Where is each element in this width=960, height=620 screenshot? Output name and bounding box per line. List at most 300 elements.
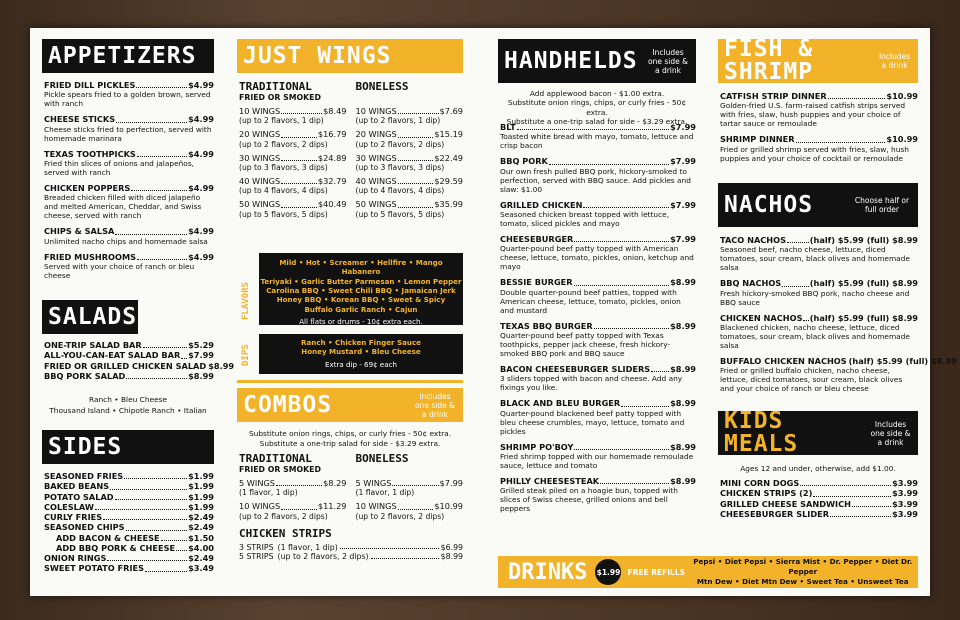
- nachos-list: [720, 235, 957, 399]
- item-description: Breaded chicken filled with diced jalapeño and melted American, Cheddar, and Swiss cheese, served with ranch: [44, 193, 202, 221]
- combo-traditional-label: TRADITIONAL: [239, 452, 312, 465]
- handhelds-intro: [498, 89, 696, 126]
- item-name: GRILLED CHEESE SANDWICH: [720, 498, 851, 509]
- fish-note: Includes a drink: [878, 52, 911, 70]
- combos-intro-1: Substitute onion rings, chips, or curly fries - 50¢ extra.: [248, 429, 452, 438]
- drinks-line-2: Mtn Dew • Diet Mtn Dew • Sweet Tea • Unsweet Tea: [696, 577, 909, 587]
- wing-option: [355, 199, 463, 218]
- item-name-row: [500, 234, 696, 244]
- wing-price: $10.99: [434, 501, 463, 512]
- kids-title: KIDS MEALS: [724, 408, 799, 457]
- kids-header: [718, 408, 918, 457]
- leader-dots: [796, 134, 886, 142]
- item-name: GRILLED CHICKEN: [500, 199, 583, 210]
- leader-dots: [95, 502, 187, 510]
- wing-count: 50 WINGS: [239, 199, 281, 210]
- menu-item: [500, 277, 696, 314]
- nacho-row: [720, 278, 918, 288]
- item-name: BLT: [500, 122, 516, 132]
- item-name-row: [44, 360, 235, 371]
- item-name-row: [500, 277, 696, 287]
- item-name: BBQ PORK: [500, 156, 548, 167]
- item-price: $7.99: [670, 199, 696, 210]
- nacho-item: [720, 278, 918, 306]
- leader-dots: [583, 200, 669, 208]
- handhelds-intro-3: Substitute a one-trip salad for side - $3.29 extra.: [506, 116, 688, 126]
- wing-price: $16.79: [317, 129, 347, 140]
- item-description: Quarter-pound beef patty topped with Texas toothpicks, pepper jack cheese, fresh hickory-smoked BBQ pork and BBQ sauce: [500, 330, 671, 358]
- wing-note: (up to 2 flavors, 2 dips): [355, 139, 445, 149]
- item-price: $1.50: [188, 532, 214, 543]
- leader-dots: [110, 481, 187, 489]
- leader-dots: [161, 533, 188, 541]
- item-name-row: [44, 522, 214, 532]
- wing-row: [355, 106, 463, 116]
- leader-dots: [124, 471, 187, 479]
- flavor-line: Buffalo Garlic Ranch • Cajun: [304, 304, 418, 314]
- leader-dots: [131, 183, 187, 191]
- item-price: $8.99: [670, 364, 696, 374]
- item-price: $10.99: [886, 91, 918, 101]
- item-name-row: [720, 499, 918, 509]
- nacho-row: [720, 235, 918, 245]
- item-description: Double quarter-pound beef patties, topped with American cheese, lettuce, tomato, pickles, onion and mustard: [500, 287, 681, 315]
- leader-dots: [281, 106, 322, 114]
- item-description: Fried thin slices of onions and jalapeños, served with ranch: [44, 158, 195, 177]
- wing-note: (up to 2 flavors, 2 dips): [239, 139, 328, 149]
- leader-dots: [621, 398, 669, 406]
- combos-note: Includes one side & a drink: [415, 391, 455, 419]
- wing-option: [355, 501, 463, 520]
- nacho-name: CHICKEN NACHOS: [720, 312, 803, 323]
- item-name: ADD BBQ PORK & CHEESE: [56, 542, 176, 553]
- wing-count: 30 WINGS: [355, 152, 397, 163]
- combo-traditional-list: [239, 478, 347, 521]
- menu-item: [720, 91, 918, 128]
- item-price: $1.99: [188, 471, 214, 481]
- wing-note: (up to 2 flavors, 1 dip): [355, 116, 441, 126]
- menu-item: [44, 114, 214, 142]
- strips-count: 5 STRIPS: [239, 552, 274, 562]
- wing-row: [355, 478, 463, 488]
- item-name: COLESLAW: [44, 501, 94, 512]
- dips-label: DIPS: [241, 344, 251, 366]
- free-refills: FREE REFILLS: [627, 567, 686, 577]
- handhelds-intro-2: Substitute onion rings, chips, or curly fries - 50¢ extra.: [507, 98, 687, 117]
- item-name-row: [500, 122, 696, 132]
- nacho-name: BBQ NACHOS: [720, 278, 782, 289]
- nacho-item: [720, 356, 957, 394]
- wing-row: [239, 153, 347, 163]
- item-name-row: [44, 502, 214, 512]
- wing-note: (up to 4 flavors, 4 dips): [239, 186, 328, 196]
- dip-line: Honey Mustard • Bleu Cheese: [301, 347, 421, 357]
- item-price: $8.99: [670, 475, 696, 486]
- combo-traditional-sub: FRIED OR SMOKED: [239, 465, 321, 474]
- item-name-row: [720, 478, 918, 488]
- item-price: $8.99: [670, 441, 696, 452]
- wing-note: (up to 5 flavors, 5 dips): [239, 209, 328, 219]
- item-name: CHIPS & SALSA: [44, 226, 115, 237]
- nacho-name: TACO NACHOS: [720, 235, 787, 245]
- appetizers-header: [42, 39, 214, 73]
- kids-list: [720, 478, 918, 519]
- wing-note: (up to 2 flavors, 1 dip): [239, 116, 324, 126]
- menu-item: [720, 488, 918, 498]
- wing-count: 30 WINGS: [239, 152, 281, 163]
- item-name-row: [44, 340, 214, 350]
- flavors-label: FLAVORS: [241, 282, 251, 320]
- wing-row: [355, 153, 463, 163]
- item-name-row: [44, 252, 214, 262]
- wing-count: 10 WINGS: [355, 501, 397, 512]
- menu-item: [500, 398, 696, 435]
- item-description: Toasted white bread with mayo, tomato, lettuce and crisp bacon: [500, 132, 694, 151]
- item-name: FRIED DILL PICKLES: [44, 80, 136, 90]
- leader-dots: [126, 371, 187, 379]
- leader-dots: [176, 543, 187, 551]
- wing-row: [239, 501, 347, 511]
- leader-dots: [398, 106, 439, 114]
- item-price: $1.99: [188, 481, 214, 492]
- handhelds-title: HANDHELDS: [504, 47, 638, 74]
- flavor-line: Honey BBQ • Korean BBQ • Sweet & Spicy: [276, 295, 446, 305]
- flavor-line: Carolina BBQ • Sweet Chili BBQ • Jamaican Jerk: [266, 286, 456, 296]
- menu-item: [44, 252, 214, 280]
- item-price: $2.49: [188, 522, 214, 533]
- leader-dots: [126, 522, 188, 530]
- leader-dots: [340, 543, 439, 550]
- item-name: SHRIMP PO'BOY: [500, 441, 574, 452]
- wing-price: $8.49: [323, 106, 347, 116]
- nacho-description: Fried or grilled buffalo chicken, nacho cheese, lettuce, diced tomatoes, sour cream, black olives and your choice of ranch or bleu cheese: [720, 366, 903, 394]
- item-name: CATFISH STRIP DINNER: [720, 91, 827, 101]
- fish-list: [720, 91, 918, 169]
- menu-item: [500, 442, 696, 470]
- menu-item: [44, 80, 214, 108]
- menu-item: [44, 226, 214, 245]
- item-name-row: [44, 80, 214, 90]
- leader-dots: [549, 156, 669, 164]
- leader-dots: [181, 350, 187, 358]
- item-name-row: [500, 476, 696, 486]
- leader-dots: [392, 478, 438, 486]
- item-name: CHICKEN STRIPS (2): [720, 488, 813, 499]
- item-name: SHRIMP DINNER: [720, 134, 795, 145]
- nacho-description: Seasoned beef, nacho cheese, lettuce, diced tomatoes, sour cream, black olives and homemade salsa: [720, 245, 910, 273]
- menu-item: [44, 563, 214, 573]
- wings-title: JUST WINGS: [243, 42, 392, 69]
- item-name: CHEESEBURGER SLIDER: [720, 508, 830, 519]
- wing-row: [239, 129, 347, 139]
- item-name: BLACK AND BLEU BURGER: [500, 398, 621, 409]
- item-price: $3.99: [892, 508, 918, 519]
- leader-dots: [281, 153, 317, 161]
- item-name-row: [720, 488, 918, 498]
- item-name-row: [44, 533, 214, 543]
- leader-dots: [803, 313, 808, 321]
- menu-item: [44, 481, 214, 491]
- wing-price: $24.89: [317, 152, 347, 163]
- wing-count: 5 WINGS: [239, 478, 275, 488]
- item-name: TEXAS TOOTHPICKS: [44, 148, 136, 159]
- leader-dots: [600, 476, 669, 484]
- item-description: 3 sliders topped with bacon and cheese. Add any fixings you like.: [500, 374, 683, 393]
- item-price: $8.99: [670, 277, 696, 288]
- menu-item: [720, 509, 918, 519]
- wing-note: (up to 4 flavors, 4 dips): [355, 186, 445, 196]
- item-name-row: [720, 91, 918, 101]
- item-description: Grilled steak piled on a hoagie bun, topped with slices of Swiss cheese, grilled onions and bell peppers: [500, 486, 678, 514]
- nacho-half-price: (half) $5.99: [848, 356, 903, 366]
- leader-dots: [398, 129, 434, 137]
- wing-price: $22.49: [434, 152, 463, 163]
- item-price: $8.99: [188, 370, 214, 381]
- drinks-line-1: Pepsi • Diet Pepsi • Sierra Mist • Dr. Pepper • Diet Dr. Pepper: [693, 556, 913, 576]
- item-name: CHEESEBURGER: [500, 233, 574, 244]
- item-name-row: [44, 553, 214, 563]
- leader-dots: [800, 478, 891, 486]
- combos-intro-2: Substitute a one-trip salad for side - $3.29 extra.: [259, 439, 441, 448]
- kids-intro: Ages 12 and under, otherwise, add $1.00.: [740, 464, 896, 473]
- item-description: Fried or grilled shrimp served with fries, slaw, hush puppies and your choice of cocktail or remoulade: [720, 144, 909, 163]
- leader-dots: [782, 278, 809, 286]
- nacho-row: [720, 356, 957, 366]
- nacho-half-price: (half) $5.99: [809, 278, 864, 289]
- wing-row: [355, 199, 463, 209]
- wing-count: 50 WINGS: [355, 199, 397, 210]
- item-price: $2.49: [188, 512, 214, 522]
- item-name-row: [720, 509, 918, 519]
- traditional-wings-list: [239, 106, 347, 219]
- sides-title: SIDES: [48, 433, 123, 460]
- wing-note: (1 flavor, 1 dip): [355, 488, 415, 498]
- menu-item: [44, 350, 214, 360]
- item-name-row: [44, 350, 214, 360]
- item-price: $7.99: [670, 156, 696, 167]
- wings-header: [237, 39, 463, 73]
- dressings-line-1: Ranch • Bleu Cheese: [88, 395, 168, 404]
- item-price: $4.99: [188, 182, 214, 193]
- leader-dots: [103, 512, 187, 520]
- wing-price: $11.29: [317, 501, 347, 512]
- menu-item: [720, 134, 918, 162]
- item-name-row: [500, 364, 696, 374]
- handhelds-list: [500, 122, 696, 519]
- item-name: FRIED MUSHROOMS: [44, 251, 136, 262]
- dip-line: Ranch • Chicken Finger Sauce: [301, 338, 421, 347]
- item-name: ONE-TRIP SALAD BAR: [44, 340, 142, 350]
- combos-header: [237, 388, 463, 422]
- menu-item: [720, 499, 918, 509]
- salads-header: [42, 300, 138, 334]
- item-name: SEASONED CHIPS: [44, 522, 125, 533]
- item-price: $4.99: [188, 148, 214, 159]
- wing-option: [239, 176, 347, 195]
- item-name: ADD BACON & CHEESE: [56, 532, 160, 543]
- combo-boneless-list: [355, 478, 463, 521]
- item-name-row: [500, 398, 696, 408]
- fish-header: [718, 36, 918, 85]
- wing-note: (1 flavor, 1 dip): [239, 488, 298, 498]
- wing-option: [355, 106, 463, 125]
- item-price: $7.99: [188, 350, 214, 361]
- drinks-bar: [498, 556, 918, 588]
- item-price: $8.99: [670, 320, 696, 331]
- menu-item: [500, 476, 696, 513]
- dips-box: [259, 334, 463, 374]
- wing-price: $8.29: [323, 478, 347, 488]
- drinks-title: DRINKS: [508, 559, 588, 585]
- leader-dots: [281, 176, 317, 184]
- item-price: $5.29: [188, 340, 214, 350]
- item-name-row: [44, 563, 214, 573]
- item-description: Fried shrimp topped with our homemade remoulade sauce, lettuce and tomato: [500, 451, 694, 470]
- wing-option: [355, 153, 463, 172]
- item-name: MINI CORN DOGS: [720, 478, 800, 488]
- item-price: $4.99: [188, 226, 214, 237]
- item-price: $2.49: [188, 553, 214, 563]
- item-price: $4.00: [188, 542, 214, 553]
- wing-row: [239, 478, 347, 488]
- item-description: Our own fresh pulled BBQ pork, hickory-smoked to perfection, served with BBQ sauce. Add pickles and slaw: $1.00: [500, 166, 691, 194]
- wing-row: [355, 129, 463, 139]
- wing-row: [239, 199, 347, 209]
- item-name-row: [44, 481, 214, 491]
- leader-dots: [276, 478, 322, 486]
- menu-item: [500, 234, 696, 271]
- dips-note: Extra dip - 69¢ each: [325, 359, 397, 369]
- boneless-wings-list: [355, 106, 463, 219]
- item-description: Pickle spears fried to a golden brown, served with ranch: [44, 90, 211, 109]
- traditional-label: TRADITIONAL: [239, 80, 312, 93]
- wing-price: $40.49: [317, 199, 347, 210]
- wing-note: (up to 3 flavors, 3 dips): [239, 162, 328, 172]
- wing-row: [239, 176, 347, 186]
- leader-dots: [281, 199, 317, 207]
- item-price: $3.99: [892, 498, 918, 509]
- item-name-row: [500, 200, 696, 210]
- item-price: $3.99: [892, 488, 918, 499]
- leader-dots: [136, 80, 187, 88]
- item-price: $4.99: [188, 114, 214, 125]
- wing-count: 10 WINGS: [239, 501, 281, 512]
- leader-dots: [281, 129, 317, 137]
- boneless-label: BONELESS: [355, 80, 409, 93]
- handhelds-intro-1: Add applewood bacon - $1.00 extra.: [529, 89, 665, 98]
- item-name-row: [44, 471, 214, 481]
- wing-price: $15.19: [434, 129, 463, 140]
- item-price: $10.99: [886, 134, 918, 145]
- nacho-full-price: (full) $8.99: [866, 278, 918, 289]
- nachos-title: NACHOS: [724, 191, 814, 218]
- item-name-row: [500, 156, 696, 166]
- menu-item: [44, 543, 214, 553]
- leader-dots: [371, 552, 439, 559]
- item-name-row: [720, 134, 918, 144]
- leader-dots: [517, 122, 669, 130]
- item-name-row: [44, 149, 214, 159]
- combos-section: [239, 452, 463, 562]
- menu-item: [500, 364, 696, 392]
- wing-price: $7.69: [439, 106, 463, 116]
- leader-dots: [398, 153, 434, 161]
- nacho-full-price: (full) $8.99: [905, 356, 957, 366]
- item-price: $4.99: [188, 80, 214, 90]
- handhelds-header: [498, 39, 696, 83]
- menu-item: [44, 553, 214, 563]
- wing-count: 20 WINGS: [355, 129, 397, 140]
- leader-dots: [115, 226, 187, 234]
- wing-option: [239, 199, 347, 218]
- kids-note: Includes one side & a drink: [870, 419, 911, 447]
- item-price: $7.99: [670, 233, 696, 244]
- item-price: $1.99: [188, 491, 214, 502]
- item-description: Unlimited nacho chips and homemade salsa: [44, 236, 208, 246]
- nacho-full-price: (full) $8.99: [866, 235, 918, 245]
- leader-dots: [574, 234, 669, 242]
- strips-option: [239, 543, 463, 553]
- wing-note: (up to 5 flavors, 5 dips): [355, 209, 445, 219]
- item-name-row: [500, 321, 696, 331]
- combos-title: COMBOS: [243, 391, 333, 418]
- menu-item: [44, 360, 235, 371]
- nacho-item: [720, 313, 918, 350]
- strips-note: (1 flavor, 1 dip): [277, 542, 338, 552]
- leader-dots: [115, 492, 188, 500]
- strips-count: 3 STRIPS: [239, 542, 274, 552]
- item-price: $8.99: [670, 398, 696, 409]
- wings-section: [239, 80, 463, 223]
- strips-price: $8.99: [440, 552, 463, 562]
- wing-option: [355, 176, 463, 195]
- menu-item: [44, 492, 214, 502]
- wing-price: $7.99: [439, 478, 463, 488]
- leader-dots: [398, 176, 434, 184]
- leader-dots: [830, 509, 891, 517]
- wing-option: [239, 106, 347, 125]
- wing-note: (up to 2 flavors, 2 dips): [355, 511, 445, 521]
- flavors-box: [259, 253, 463, 325]
- item-description: Quarter-pound blackened beef patty topped with bleu cheese crumbles, mayo, lettuce, tomato and pickles: [500, 408, 685, 436]
- item-price: $1.99: [188, 501, 214, 512]
- wing-option: [355, 129, 463, 148]
- leader-dots: [828, 91, 886, 99]
- menu-item: [44, 522, 214, 532]
- item-name-row: [44, 512, 214, 522]
- item-name: TEXAS BBQ BURGER: [500, 320, 593, 331]
- item-price: $8.99: [208, 360, 235, 371]
- item-name-row: [500, 442, 696, 452]
- item-name: CURLY FRIES: [44, 512, 103, 522]
- strips-option: [239, 552, 463, 562]
- item-name: CHICKEN POPPERS: [44, 182, 131, 193]
- menu-item: [500, 321, 696, 358]
- nacho-description: Blackened chicken, nacho cheese, lettuce, diced tomatoes, sour cream, black olives and homemade salsa: [720, 322, 910, 350]
- drinks-list: [687, 557, 918, 587]
- nacho-half-price: (half) $5.99: [809, 312, 864, 323]
- traditional-sub: FRIED OR SMOKED: [239, 93, 321, 102]
- item-price: $3.49: [188, 563, 214, 574]
- leader-dots: [398, 501, 434, 509]
- item-name: SEASONED FRIES: [44, 471, 124, 481]
- leader-dots: [116, 114, 187, 122]
- item-name: POTATO SALAD: [44, 491, 114, 502]
- flavor-line: Teriyaki • Garlic Butter Parmesan • Lemon Pepper: [260, 276, 462, 286]
- menu-item: [44, 533, 214, 543]
- wing-option: [355, 478, 463, 497]
- wing-count: 10 WINGS: [355, 106, 397, 116]
